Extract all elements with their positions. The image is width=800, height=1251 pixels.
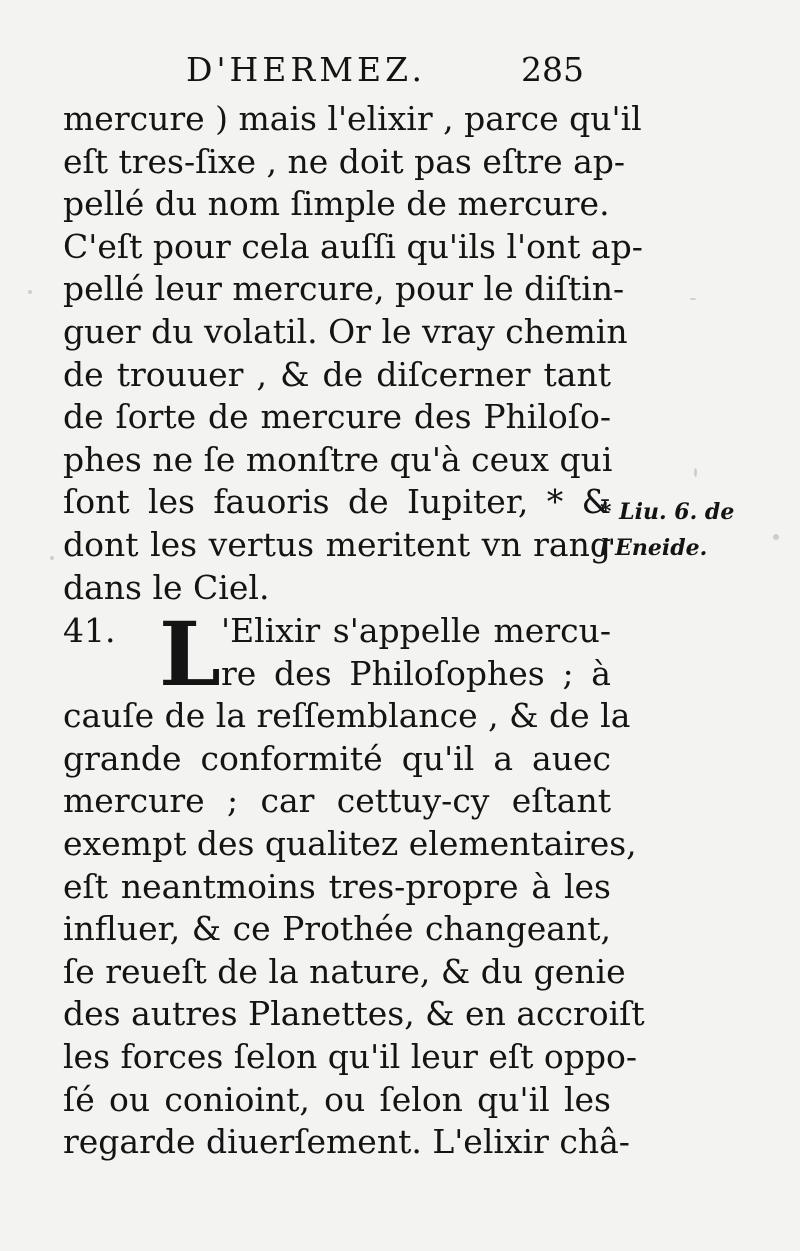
text-line: eſt neantmoins tres-propre à les (63, 866, 611, 906)
text-line: des autres Planettes, & en accroiſt (63, 994, 645, 1034)
margin-note-line: * Liu. 6. de (600, 499, 735, 525)
text-line: pellé du nom ſimple de mercure. (63, 184, 610, 224)
text-line: ſont les fauoris de Iupiter, * & (63, 482, 611, 522)
text-line: regarde diuerſement. L'elixir châ- (63, 1122, 630, 1162)
paragraph-number: 41. (63, 611, 116, 650)
body-text (63, 98, 643, 609)
paragraph-41 (63, 602, 645, 1164)
text-line: exempt des qualitez elementaires, (63, 823, 637, 863)
text-line: les forces ſelon qu'il leur eſt oppo- (63, 1036, 637, 1076)
text-line: de trouuer , & de diſcerner tant (63, 354, 611, 394)
text-line: cauſe de la reſſemblance , & de la (63, 696, 631, 736)
drop-cap: L (159, 602, 221, 706)
page-header (180, 50, 600, 94)
page-number: 285 (521, 50, 584, 89)
paper-speck (28, 290, 32, 294)
text-line: dans le Ciel. (63, 567, 270, 607)
text-line: ſe reueſt de la nature, & du genie (63, 951, 626, 991)
text-line: eſt tres-ſixe , ne doit pas eſtre ap- (63, 141, 626, 181)
text-line: de ſorte de mercure des Philoſo- (63, 397, 611, 437)
margin-note-line: l'Eneide. (600, 535, 708, 561)
text-line: 'Elixir s'appelle mercu- (221, 611, 611, 650)
text-line: mercure ; car cettuy-cy eſtant (63, 781, 611, 821)
text-line: influer, & ce Prothée changeant, (63, 909, 611, 949)
running-head: D'HERMEZ. (186, 50, 426, 89)
text-line: ſé ou conioint, ou ſelon qu'il les (63, 1079, 611, 1119)
text-line: re des Philoſophes ; à (221, 653, 611, 693)
paper-speck (50, 556, 54, 560)
text-line: guer du volatil. Or le vray chemin (63, 311, 628, 351)
text-line: mercure ) mais l'elixir , parce qu'il (63, 99, 642, 138)
text-line: C'eſt pour cela auſſi qu'ils l'ont ap- (63, 226, 643, 266)
text-line: grande conformité qu'il a auec (63, 738, 611, 778)
marginal-note (600, 494, 790, 566)
paper-speck (690, 298, 696, 300)
text-line: phes ne ſe monſtre qu'à ceux qui (63, 439, 613, 479)
text-line: dont les vertus meritent vn rang (63, 524, 611, 564)
text-line: pellé leur mercure, pour le diſtin- (63, 269, 625, 309)
paper-speck (694, 468, 697, 477)
